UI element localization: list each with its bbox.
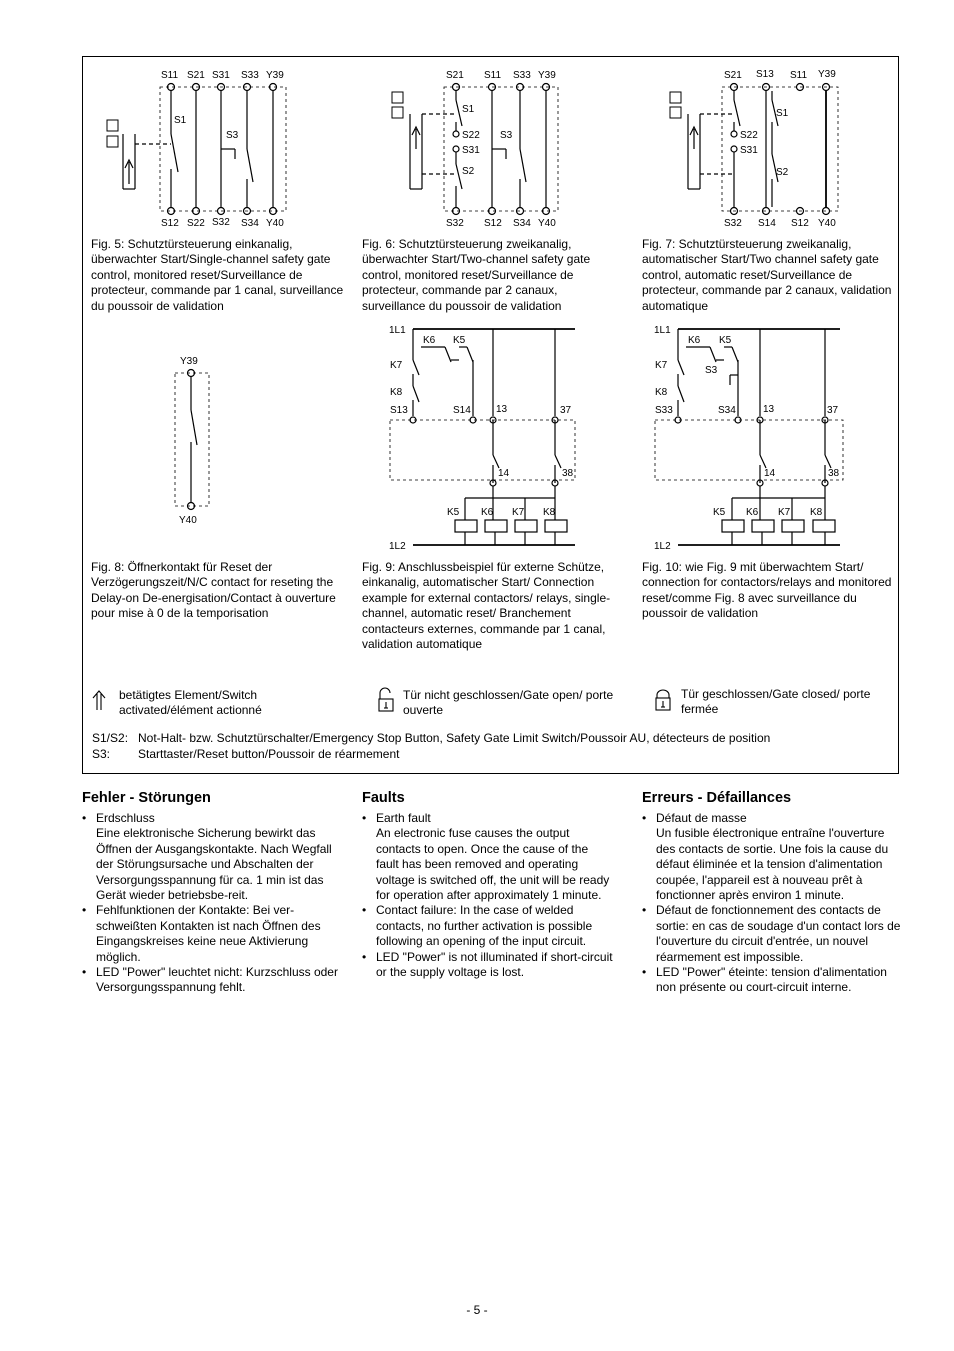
fig7-terminal-bottom: S32 [724,218,742,229]
list-item: • LED "Power" leuchtet nicht: Kurzschluss oder Versorgungsspannung fehlt. [82,965,340,996]
definition-row [92,747,770,763]
fig10-diagram [650,320,855,555]
fig8-terminal-top: Y39 [180,356,198,367]
fig10-terminal: S33 [655,405,673,416]
fig6-caption: Fig. 6: Schutztürsteuerung zweikanalig, überwachter Start/Two-channel safety gate control, monitored reset/Surveillance de protecteur, commande par 2 canaux, surveillance du poussoir de validation [362,237,591,313]
gate-closed-lock-icon [653,688,673,712]
fig6-terminal-bottom: Y40 [538,218,556,229]
definitions [92,731,770,762]
section-english [362,789,614,980]
fig5-diagram [95,64,305,232]
fig6-label: S1 [462,104,475,115]
section-list [82,811,340,996]
fig10-caption: Fig. 10: wie Fig. 9 mit überwachtem Start/ connection for contactors/relays and monitored reset/comme Fig. 8 avec surveillance du poussoir de validation [642,560,892,621]
fig6-terminal-bottom: S12 [484,218,502,229]
fig9-terminal: 38 [562,468,574,479]
fig6-label: S2 [462,166,475,177]
fig9-diagram [385,320,590,555]
list-item: • Earth fault An electronic fuse causes the output contacts to open. Once the cause of the fault has been removed and operating voltage is switched off, the unit will be ready for operation after approximately 1 minute. [362,811,614,903]
fig7-terminal-top: S11 [790,70,808,81]
fig7-diagram [660,64,870,232]
section-title: Faults [362,790,405,806]
fig9-terminal: S13 [390,405,408,416]
fig7-terminal-bottom: S14 [758,218,776,229]
fig10-rail-bottom: 1L2 [654,541,671,552]
fig9-rail-top: 1L1 [389,325,406,336]
page-number: - 5 - [466,1303,488,1317]
fig10-contact: K6 [688,335,701,346]
fig6-diagram [380,64,590,232]
fig5-terminal-bottom: S12 [161,218,179,229]
fig9-contact: K8 [390,387,403,398]
fig10-terminal: 38 [828,468,840,479]
list-item: • Contact failure: In the case of welded contacts, no further activation is possible following an opening of the input circuit. [362,903,614,949]
fig8-diagram [165,350,225,530]
fig9-coil: K8 [543,507,556,518]
definition-key: S3: [92,746,111,761]
section-list [642,811,904,996]
section-french [642,789,904,996]
fig6-terminal-bottom: S32 [446,218,464,229]
fig7-terminal-bottom: S12 [791,218,809,229]
fig6-label: S3 [500,130,513,141]
fig10-terminal: S34 [718,405,736,416]
fig9-contact: K7 [390,360,403,371]
gate-open-lock-icon [376,687,396,713]
fig9-coil: K6 [481,507,494,518]
list-item: • Défaut de fonctionnement des contacts de sortie: en cas de soudage d'un contact lors de l'ouverture du circuit d'entrée, un nouvel réarmement est impossible. [642,903,904,965]
fig8-terminal-bottom: Y40 [179,515,197,526]
fig10-terminal: 37 [827,405,839,416]
fig7-terminal-top: S13 [756,69,774,80]
fig9-contact: K5 [453,335,466,346]
definition-key: S1/S2: [92,731,129,745]
list-item: • Erdschluss Eine elektronische Sicherung bewirkt das Öffnen der Ausgangskontakte. Nach Wegfall der Störungsursache und Abschalten der Versorgungsspannung für ca. 1 min ist das Gerät wieder betriebsbe-reit. [82,811,340,903]
definition-value: Not-Halt- bzw. Schutztürschalter/Emergency Stop Button, Safety Gate Limit Switch/Poussoir AU, détecteurs de position [138,731,771,745]
fig5-terminal-top: S31 [212,70,230,81]
legend-activated-text: betätigtes Element/Switch activated/élément actionné [119,688,262,717]
fig10-contact: K5 [719,335,732,346]
fig6-terminal-bottom: S34 [513,218,531,229]
fig10-contact: K7 [655,360,668,371]
list-item: • Fehlfunktionen der Kontakte: Bei ver-schweißten Kontakten ist nach Öffnen des Eingangskreises keine neue Aktivierung möglich. [82,903,340,965]
fig9-terminal: 37 [560,405,572,416]
fig9-coil: K5 [447,507,460,518]
fig5-terminal-bottom: S34 [241,218,259,229]
fig7-caption: Fig. 7: Schutztürsteuerung zweikanalig, automatischer Start/Two channel safety gate control, automatic reset/Surveillance de protecteur, commande par 2 canaux, validation automatique [642,237,892,313]
fig10-coil: K6 [746,507,759,518]
fig6-terminal-top: S11 [484,70,502,81]
fig7-label: S2 [776,167,789,178]
fig9-rail-bottom: 1L2 [389,541,406,552]
fig5-terminal-bottom: S32 [212,217,230,228]
fig5-terminal-top: Y39 [266,70,284,81]
fig10-coil: K8 [810,507,823,518]
fig6-terminal-top: S21 [446,70,464,81]
activated-arrow-icon [91,690,107,712]
section-list [362,811,614,980]
fig6-terminal-top: S33 [513,70,531,81]
fig10-coil: K7 [778,507,791,518]
fig7-label: S1 [776,108,789,119]
section-german [82,789,340,996]
fig7-terminal-top: Y39 [818,69,836,80]
fig6-label: S22 [462,130,480,141]
list-item: • LED "Power" is not illuminated if short-circuit or the supply voltage is lost. [362,950,614,981]
legend-gate-closed-text: Tür geschlossen/Gate closed/ porte fermée [681,687,871,716]
list-item: • Défaut de masse Un fusible électronique entraîne l'ouverture des contacts de sortie. Une fois la cause du défaut éliminée et la tension d'alimentation coupée, l'appareil est à nouveau prêt à fonctionner après environ 1 minute. [642,811,904,903]
fig8-caption: Fig. 8: Öffnerkontakt für Reset der Verzögerungszeit/N/C contact for reseting the Delay-on De-energisation/Contact à ouverture pour mise à 0 de la temporisation [91,560,336,621]
fig9-terminal: S14 [453,405,471,416]
list-item: • LED "Power" éteinte: tension d'alimentation non présente ou court-circuit interne. [642,965,904,996]
fig6-terminal-top: Y39 [538,70,556,81]
fig10-contact: S3 [705,365,718,376]
fig5-terminal-top: S11 [161,70,179,81]
definition-row [92,731,770,747]
fig7-label: S31 [740,145,758,156]
fig9-caption: Fig. 9: Anschlussbeispiel für externe Schütze, einkanalig, automatischer Start/ Connection example for external contactors/ relays, single-channel, automatic reset/ Branchement contacteurs externes, commande par 1 canal, validation automatique [362,560,611,652]
section-title: Erreurs - Défaillances [642,790,792,806]
fig10-terminal: 13 [763,404,775,415]
fig10-contact: K8 [655,387,668,398]
section-title: Fehler - Störungen [82,790,211,806]
fig9-coil: K7 [512,507,525,518]
fig10-terminal: 14 [764,468,776,479]
fig9-terminal: 13 [496,404,508,415]
fig9-terminal: 14 [498,468,510,479]
definition-value: Starttaster/Reset button/Poussoir de réarmement [138,746,400,761]
fig5-label: S3 [226,130,239,141]
fig5-caption: Fig. 5: Schutztürsteuerung einkanalig, überwachter Start/Single-channel safety gate control, monitored reset/Surveillance de protecteur, commande par 1 canal, surveillance du poussoir de validation [91,237,344,313]
fig5-terminal-top: S33 [241,70,259,81]
fig7-label: S22 [740,130,758,141]
fig10-coil: K5 [713,507,726,518]
fig7-terminal-bottom: Y40 [818,218,836,229]
fig10-rail-top: 1L1 [654,325,671,336]
fig7-terminal-top: S21 [724,70,742,81]
fig5-terminal-bottom: S22 [187,218,205,229]
fig5-terminal-bottom: Y40 [266,218,284,229]
legend-gate-open-text: Tür nicht geschlossen/Gate open/ porte ouverte [403,688,614,717]
fig9-contact: K6 [423,335,436,346]
fig5-terminal-top: S21 [187,70,205,81]
fig5-label: S1 [174,115,187,126]
fig6-label: S31 [462,145,480,156]
